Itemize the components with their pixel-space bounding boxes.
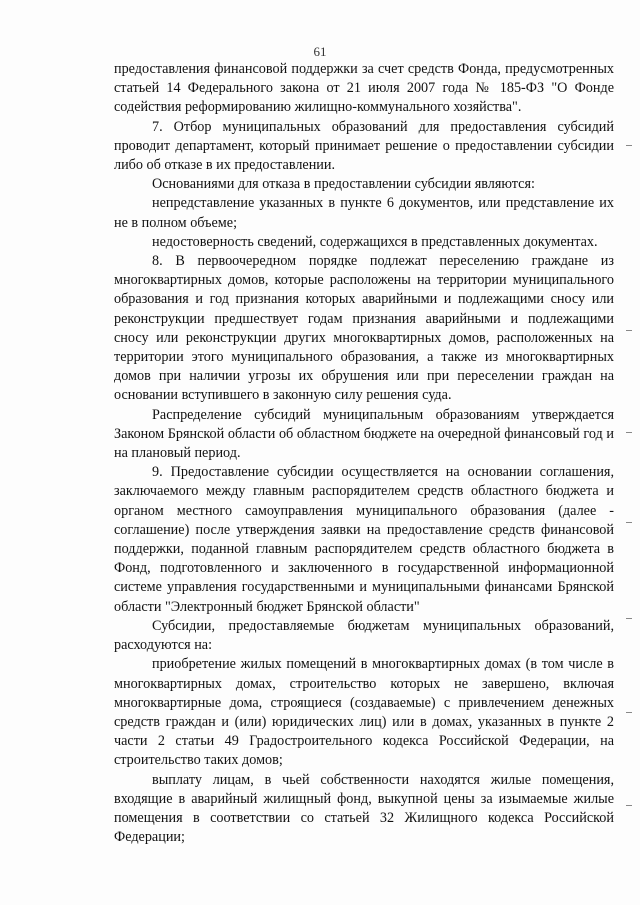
paragraph: приобретение жилых помещений в многоквартирных домах (в том числе в многоквартирных домах, строительство которых не завершено, включая многоквартирные дома, строящиеся (создаваемые) с привлечением денежных средств граждан и (или) юридических лиц) или в домах, указанных в пункте 2 части 2 статьи 49 Градостроительного кодекса Российской Федерации, на строительство таких домов; (114, 656, 614, 769)
paragraph: Распределение субсидий муниципальным образованиям утверждается Законом Брянской области об областном бюджете на очередной финансовый год и на плановый период. (114, 406, 614, 462)
scan-margin-mark (626, 145, 632, 146)
scan-margin-mark (626, 330, 632, 331)
scan-margin-mark (626, 805, 632, 806)
paragraph: 8. В первоочередном порядке подлежат переселению граждане из многоквартирных домов, которые расположены на территории муниципального образования и год признания которых аварийными и подлежащими сносу или реконструкции предшествует годам признания аварийными и подлежащими сносу или реконструкции других многоквартирных домов, расположенных на территории этого муниципального образования, а также из многоквартирных домов при наличии угрозы их обрушения или при переселении граждан на основании вступившего в законную силу решения суда. (114, 253, 614, 404)
scan-margin-mark (626, 712, 632, 713)
paragraph: Основаниями для отказа в предоставлении субсидии являются: (152, 176, 535, 193)
paragraph: 9. Предоставление субсидии осуществляется на основании соглашения, заключаемого между главным распорядителем средств областного бюджета и органом местного самоуправления муниципального образования (далее - соглашение) после утверждения заявки на предоставление средств финансовой поддержки, поданной главным распорядителем средств областного бюджета в Фонд, подготовленного и заключенного в государственной информационной системе управления государственными и муниципальными финансами Брянской области "Электронный бюджет Брянской области" (114, 464, 614, 615)
scan-margin-mark (626, 522, 632, 523)
scan-margin-mark (626, 432, 632, 433)
paragraph: непредставление указанных в пункте 6 документов, или представление их не в полном объеме; (114, 195, 614, 231)
paragraph: недостоверность сведений, содержащихся в представленных документах. (152, 233, 598, 250)
document-body (114, 60, 614, 847)
paragraph: выплату лицам, в чьей собственности находятся жилые помещения, входящие в аварийный жилищный фонд, выкупной цены за изымаемые жилые помещения в соответствии со статьей 32 Жилищного кодекса Российской Федерации; (114, 771, 614, 846)
scan-margin-mark (626, 618, 632, 619)
paragraph: 7. Отбор муниципальных образований для предоставления субсидий проводит департамент, который принимает решение о предоставлении субсидии либо об отказе в их предоставлении. (114, 118, 614, 174)
paragraph: предоставления финансовой поддержки за счет средств Фонда, предусмотренных статьей 14 Федерального закона от 21 июля 2007 года № 185-ФЗ "О Фонде содействия реформированию жилищно-коммунального хозяйства". (114, 61, 614, 116)
page-number: 61 (313, 44, 327, 59)
paragraph: Субсидии, предоставляемые бюджетам муниципальных образований, расходуются на: (114, 617, 614, 654)
